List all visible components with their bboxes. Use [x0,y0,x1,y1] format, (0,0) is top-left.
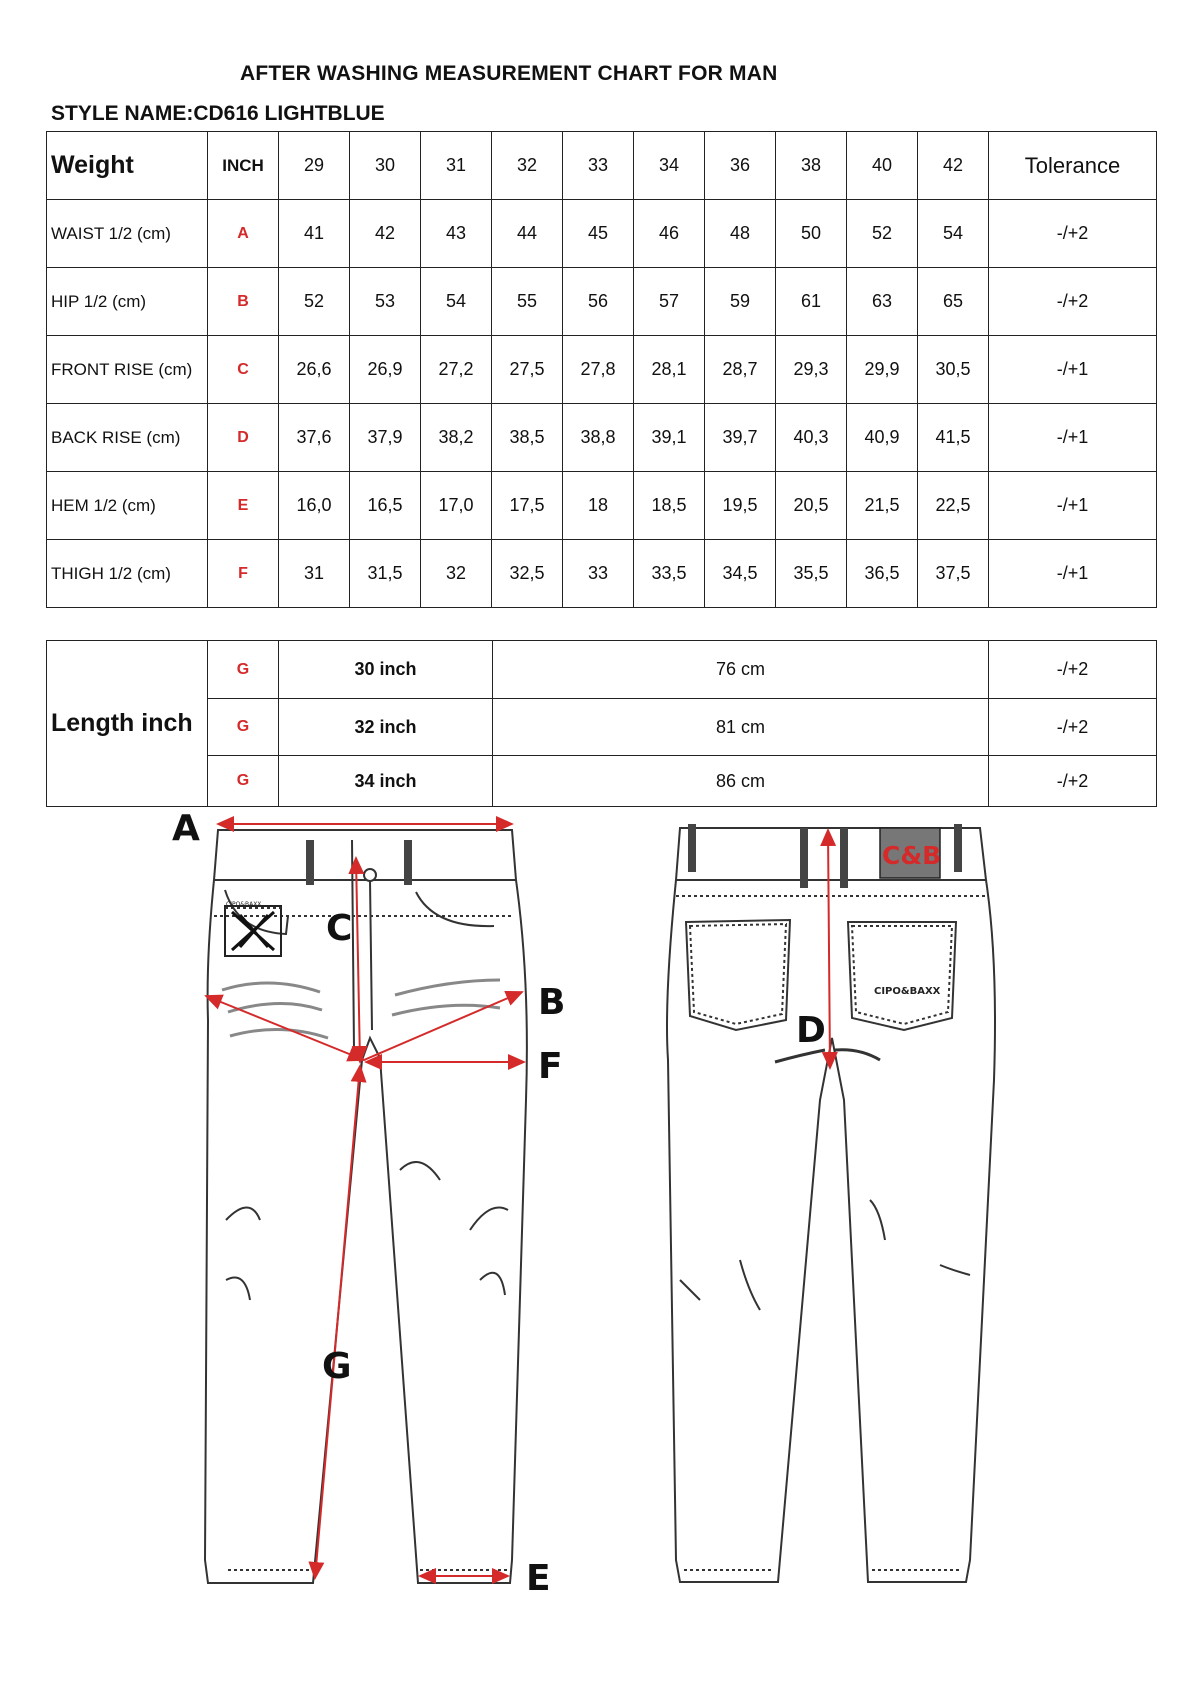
length-inch: 30 inch [279,641,493,699]
measurement-value: 61 [776,268,847,336]
measurement-value: 22,5 [918,472,989,540]
measurement-value: 27,2 [421,336,492,404]
measurement-value: 26,6 [279,336,350,404]
length-inch: 34 inch [279,756,493,807]
measurement-value: 52 [279,268,350,336]
style-name: STYLE NAME:CD616 LIGHTBLUE [51,102,385,125]
measurement-value: 52 [847,200,918,268]
length-table [46,640,1157,807]
measurement-value: 28,7 [705,336,776,404]
measure-label-b: B [538,982,566,1023]
tolerance-value: -/+2 [989,268,1157,336]
measure-label-a: A [172,808,200,849]
length-code: G [208,699,279,756]
size-measurement-table [46,131,1157,608]
measure-label-c: C [326,908,353,949]
length-row [47,699,1157,756]
measurement-value: 55 [492,268,563,336]
measurement-value: 16,5 [350,472,421,540]
measurement-label: BACK RISE (cm) [47,404,208,472]
length-cm: 81 cm [493,699,989,756]
measurement-value: 44 [492,200,563,268]
measurement-value: 46 [634,200,705,268]
header-size: 34 [634,132,705,200]
front-brand-patch: CIPO&BAXX [226,901,262,908]
measurement-value: 65 [918,268,989,336]
measurement-value: 36,5 [847,540,918,608]
measurement-label: WAIST 1/2 (cm) [47,200,208,268]
measurement-code: D [208,404,279,472]
measurement-value: 29,9 [847,336,918,404]
measurement-code: E [208,472,279,540]
header-size: 30 [350,132,421,200]
measurement-value: 32,5 [492,540,563,608]
header-weight: Weight [47,132,208,200]
measurement-value: 37,9 [350,404,421,472]
header-size: 33 [563,132,634,200]
length-code: G [208,641,279,699]
back-waistband-label: C&B [882,841,942,870]
length-label: Length inch [47,641,208,807]
measure-label-d: D [796,1010,826,1051]
measurement-value: 35,5 [776,540,847,608]
measurement-value: 18,5 [634,472,705,540]
front-view-jeans [205,830,527,1583]
header-size: 29 [279,132,350,200]
measurement-label: THIGH 1/2 (cm) [47,540,208,608]
header-size: 38 [776,132,847,200]
table-row [47,200,1157,268]
measurement-value: 38,5 [492,404,563,472]
measurement-value: 57 [634,268,705,336]
measurement-value: 41 [279,200,350,268]
measurement-value: 30,5 [918,336,989,404]
table-header-row [47,132,1157,200]
measurement-value: 39,1 [634,404,705,472]
measurement-label: HIP 1/2 (cm) [47,268,208,336]
measurement-value: 48 [705,200,776,268]
length-row [47,641,1157,699]
measurement-value: 16,0 [279,472,350,540]
measure-label-g: G [322,1346,352,1387]
header-size: 32 [492,132,563,200]
measurement-value: 31 [279,540,350,608]
tolerance-value: -/+2 [989,200,1157,268]
measurement-value: 19,5 [705,472,776,540]
length-tolerance: -/+2 [989,641,1157,699]
measurement-value: 34,5 [705,540,776,608]
length-inch: 32 inch [279,699,493,756]
measurement-code: B [208,268,279,336]
back-pocket-brand: CIPO&BAXX [874,986,941,997]
table-row [47,268,1157,336]
measurement-value: 20,5 [776,472,847,540]
measurement-value: 40,9 [847,404,918,472]
header-size: 42 [918,132,989,200]
measurement-value: 38,8 [563,404,634,472]
length-cm: 86 cm [493,756,989,807]
length-tolerance: -/+2 [989,699,1157,756]
measurement-value: 56 [563,268,634,336]
measurement-value: 41,5 [918,404,989,472]
header-size: 31 [421,132,492,200]
table-row [47,404,1157,472]
measurement-value: 31,5 [350,540,421,608]
header-size: 40 [847,132,918,200]
header-size: 36 [705,132,776,200]
measurement-value: 59 [705,268,776,336]
measurement-value: 45 [563,200,634,268]
length-tolerance: -/+2 [989,756,1157,807]
measurement-value: 37,5 [918,540,989,608]
header-inch: INCH [208,132,279,200]
table-row [47,336,1157,404]
measurement-value: 21,5 [847,472,918,540]
measurement-value: 50 [776,200,847,268]
measurement-value: 17,5 [492,472,563,540]
measurement-value: 38,2 [421,404,492,472]
measurement-value: 17,0 [421,472,492,540]
header-tolerance: Tolerance [989,132,1157,200]
measurement-value: 40,3 [776,404,847,472]
measure-label-e: E [526,1558,551,1599]
length-row [47,756,1157,807]
page-title: AFTER WASHING MEASUREMENT CHART FOR MAN [240,62,778,85]
tolerance-value: -/+1 [989,472,1157,540]
tolerance-value: -/+1 [989,404,1157,472]
measurement-value: 26,9 [350,336,421,404]
measurement-value: 54 [421,268,492,336]
length-code: G [208,756,279,807]
measurement-code: F [208,540,279,608]
measurement-value: 39,7 [705,404,776,472]
measurement-value: 32 [421,540,492,608]
measurement-code: C [208,336,279,404]
measurement-value: 37,6 [279,404,350,472]
measurement-value: 43 [421,200,492,268]
measurement-value: 42 [350,200,421,268]
jeans-technical-drawing [0,800,1200,1680]
measurement-value: 33,5 [634,540,705,608]
measurement-value: 54 [918,200,989,268]
measure-label-f: F [538,1046,563,1087]
measurement-code: A [208,200,279,268]
measurement-value: 33 [563,540,634,608]
measurement-value: 53 [350,268,421,336]
measurement-value: 29,3 [776,336,847,404]
length-cm: 76 cm [493,641,989,699]
tolerance-value: -/+1 [989,540,1157,608]
measurement-value: 63 [847,268,918,336]
measurement-value: 27,8 [563,336,634,404]
measurement-label: FRONT RISE (cm) [47,336,208,404]
table-row [47,472,1157,540]
tolerance-value: -/+1 [989,336,1157,404]
measurement-value: 28,1 [634,336,705,404]
measurement-label: HEM 1/2 (cm) [47,472,208,540]
measurement-value: 27,5 [492,336,563,404]
table-row [47,540,1157,608]
back-view-jeans [667,828,995,1582]
measurement-value: 18 [563,472,634,540]
